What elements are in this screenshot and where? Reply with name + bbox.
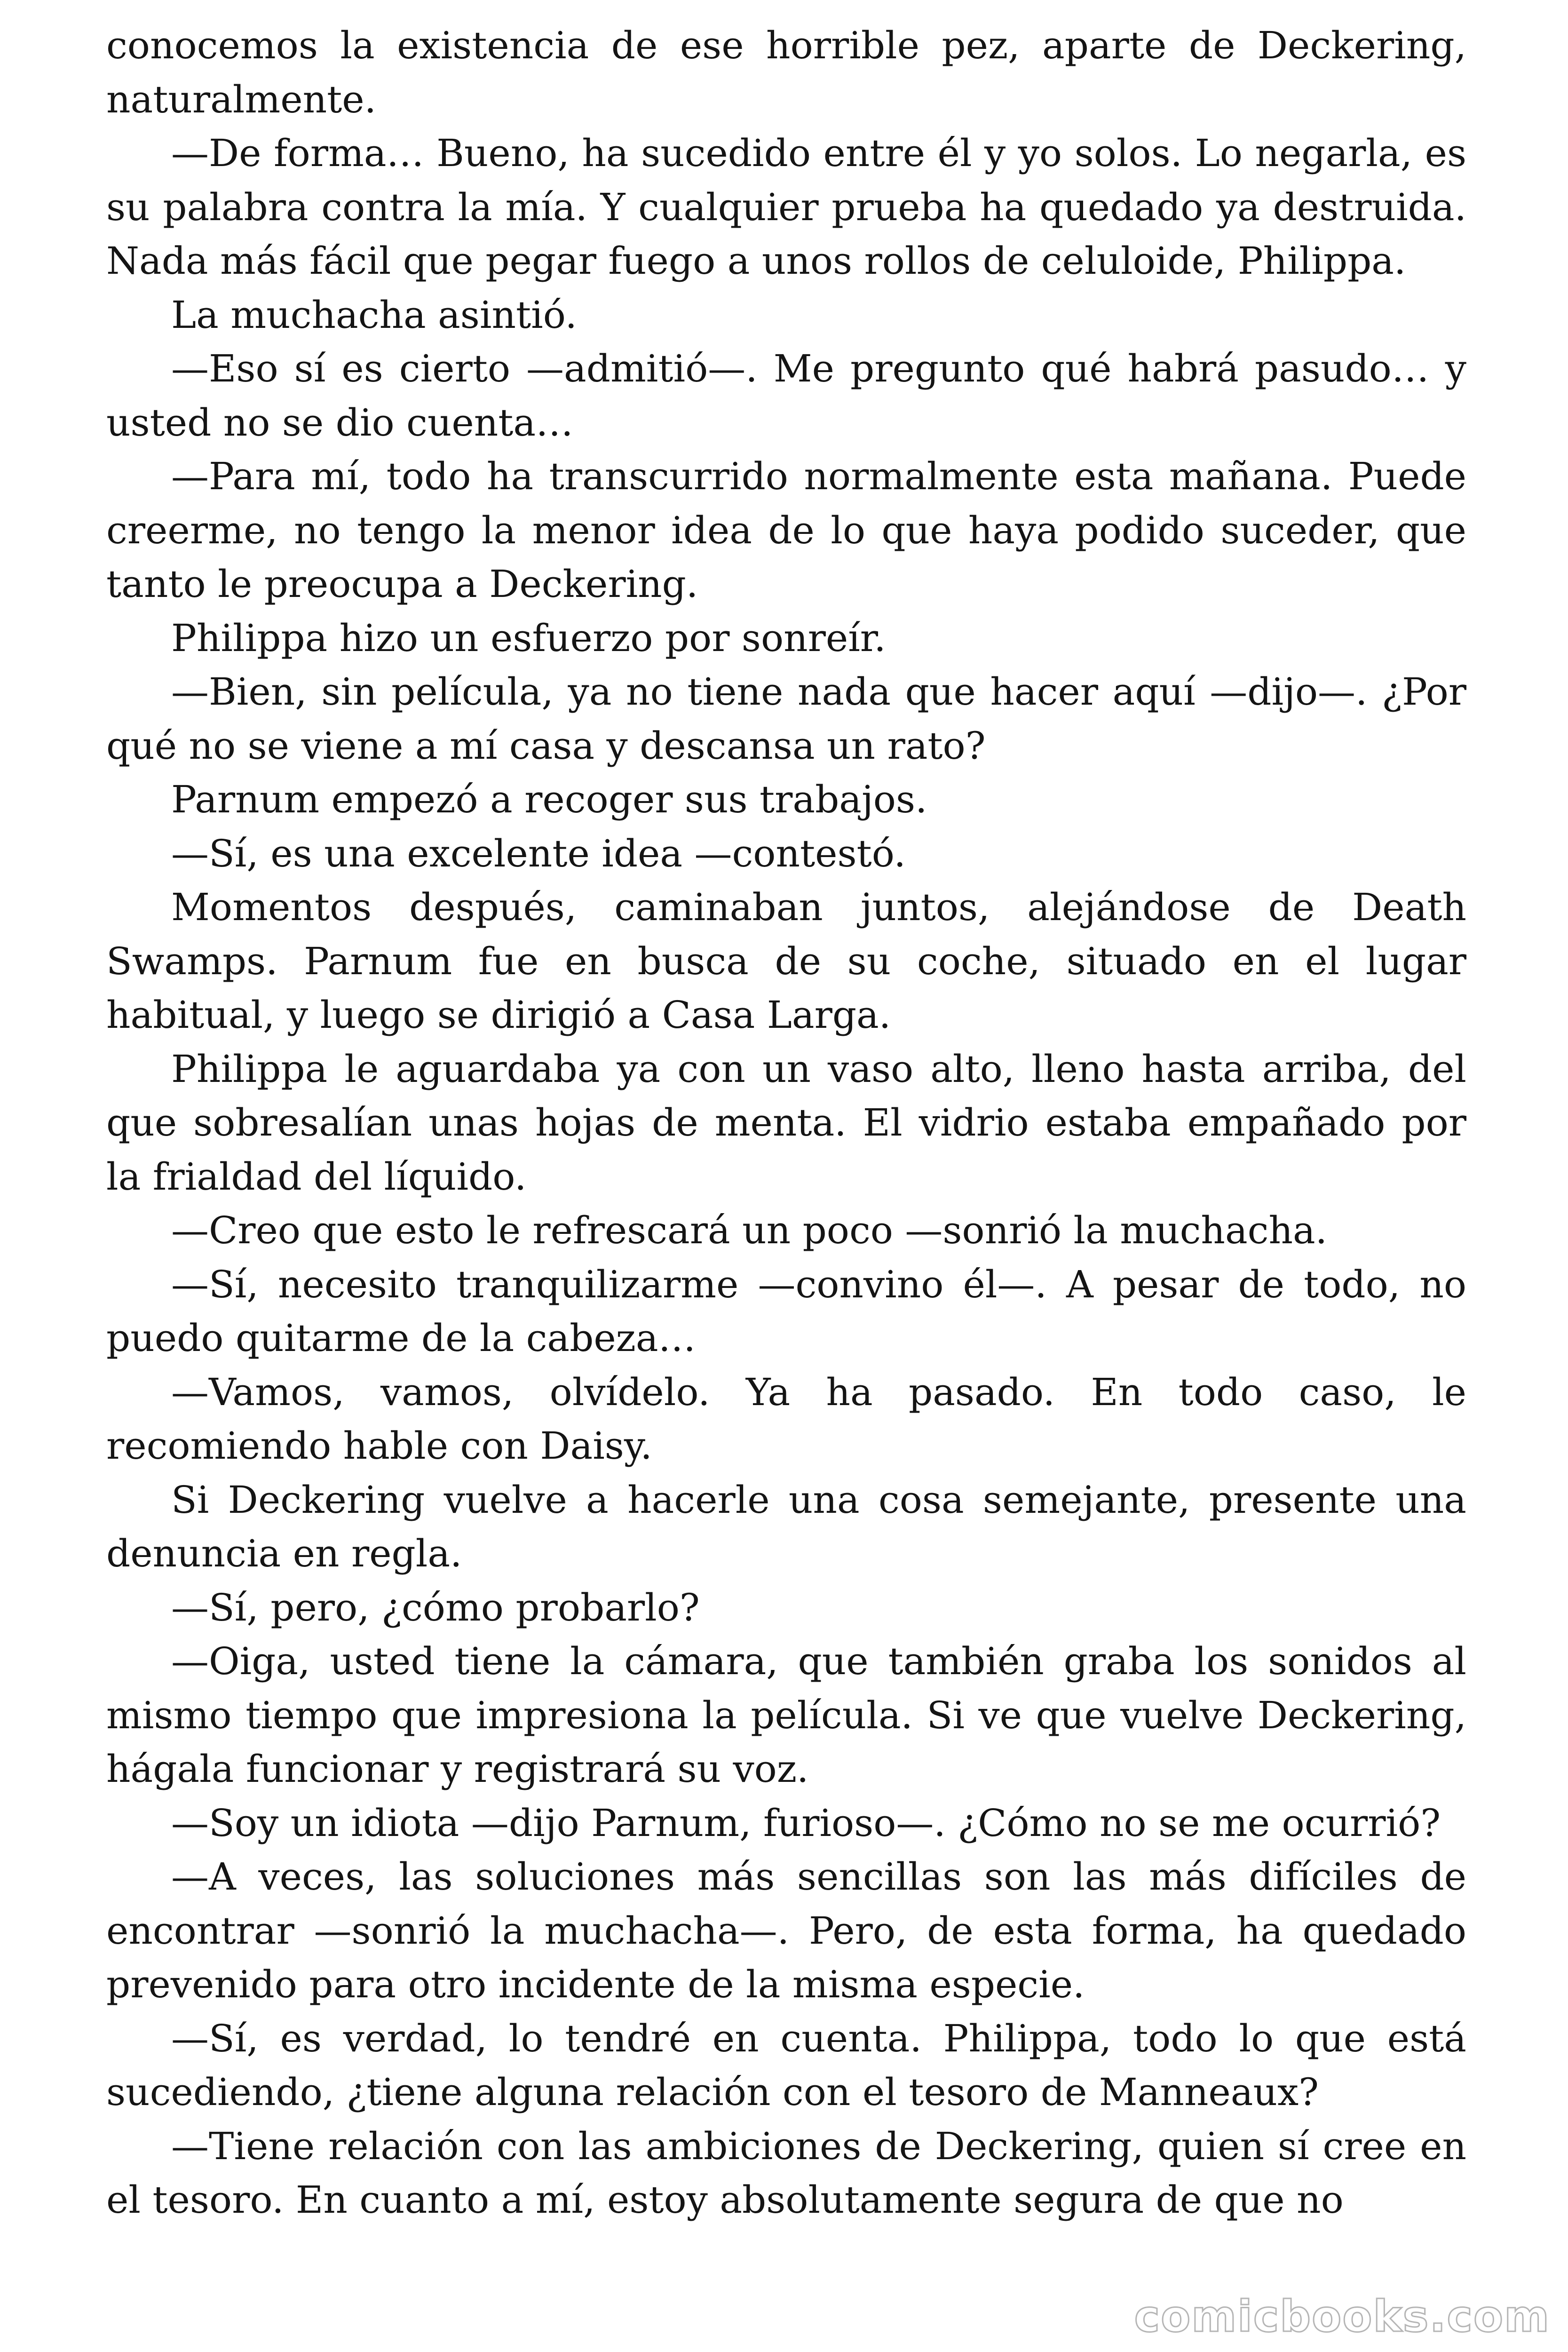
paragraph: La muchacha asintió. [171,293,577,337]
paragraph: —Sí, pero, ¿cómo probarlo? [171,1585,700,1629]
paragraph: Philippa hizo un esfuerzo por sonreír. [171,616,886,660]
paragraph: —Bien, sin película, ya no tiene nada que hacer aquí —dijo—. ¿Por qué no se viene a mí casa y descansa un rato? [106,670,1466,768]
paragraph: —Sí, necesito tranquilizarme —convino él—. A pesar de todo, no puedo quitarme de la cabeza… [106,1262,1466,1360]
paragraph: Parnum empezó a recoger sus trabajos. [171,778,927,821]
book-page [106,19,1466,2343]
paragraph: —Sí, es una excelente idea —contestó. [171,831,906,875]
paragraph: —Para mí, todo ha transcurrido normalmente esta mañana. Puede creerme, no tengo la menor idea de lo que haya podido suceder, que tanto le preocupa a Deckering. [106,454,1466,606]
paragraph: —Oiga, usted tiene la cámara, que también graba los sonidos al mismo tiempo que impresiona la película. Si ve que vuelve Deckering, hágala funcionar y registrará su voz. [106,1639,1466,1791]
paragraph: —Creo que esto le refrescará un poco —sonrió la muchacha. [171,1208,1328,1252]
paragraph: —Sí, es verdad, lo tendré en cuenta. Philippa, todo lo que está sucediendo, ¿tiene alguna relación con el tesoro de Manneaux? [106,2016,1466,2114]
paragraph: —Eso sí es cierto —admitió—. Me pregunto qué habrá pasudo… y usted no se dio cuenta… [106,347,1466,445]
paragraph: conocemos la existencia de ese horrible pez, aparte de Deckering, naturalmente. [106,24,1466,121]
paragraph: —Tiene relación con las ambiciones de Deckering, quien sí cree en el tesoro. En cuanto a mí, estoy absolutamente segura de que no [106,2124,1466,2222]
paragraph: —Vamos, vamos, olvídelo. Ya ha pasado. En todo caso, le recomiendo hable con Daisy. [106,1370,1466,1468]
paragraph: —A veces, las soluciones más sencillas son las más difíciles de encontrar —sonrió la muchacha—. Pero, de esta forma, ha quedado prevenido para otro incidente de la misma especie. [106,1855,1466,2006]
site-watermark: comicbooks.com [1134,2291,1550,2342]
paragraph: Si Deckering vuelve a hacerle una cosa semejante, presente una denuncia en regla. [106,1478,1466,1575]
paragraph: —Soy un idiota —dijo Parnum, furioso—. ¿Cómo no se me ocurrió? [171,1801,1441,1845]
paragraph: —De forma… Bueno, ha sucedido entre él y yo solos. Lo negarla, es su palabra contra la mía. Y cualquier prueba ha quedado ya destruida. Nada más fácil que pegar fuego a unos rollos de celuloide, Philippa. [106,131,1466,283]
paragraph: Philippa le aguardaba ya con un vaso alto, lleno hasta arriba, del que sobresalían unas hojas de menta. El vidrio estaba empañado por la frialdad del líquido. [106,1047,1466,1199]
paragraph: Momentos después, caminaban juntos, alejándose de Death Swamps. Parnum fue en busca de su coche, situado en el lugar habitual, y luego se dirigió a Casa Larga. [106,885,1466,1037]
